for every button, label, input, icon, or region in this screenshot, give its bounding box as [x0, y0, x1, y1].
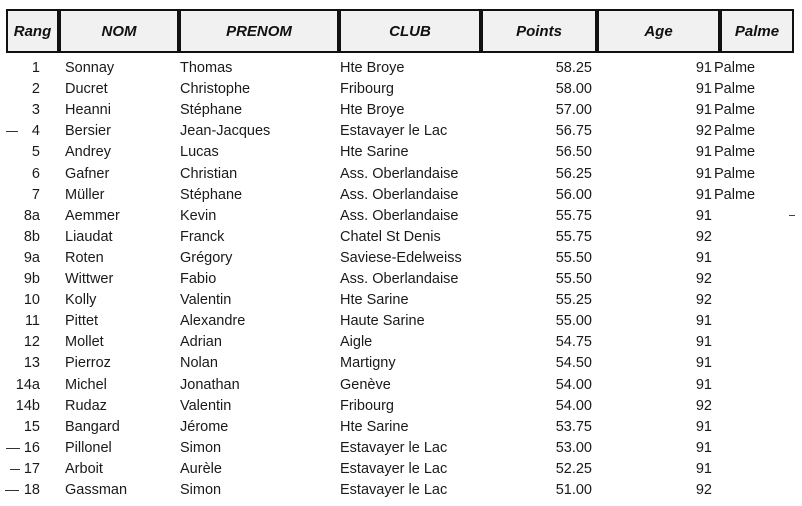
cell-nom: Arboit — [65, 460, 103, 477]
cell-rang: 14a — [15, 376, 40, 393]
cell-age: 92 — [695, 123, 712, 140]
cell-prenom: Valentin — [180, 292, 232, 309]
cell-rang: 11 — [24, 313, 40, 330]
cell-prenom: Lucas — [180, 144, 219, 161]
table-row — [0, 185, 802, 206]
cell-club: Ass. Oberlandaise — [340, 165, 459, 182]
cell-palme: Palme — [714, 186, 756, 203]
cell-prenom: Aurèle — [180, 460, 222, 477]
cell-age: 91 — [695, 460, 712, 477]
cell-prenom: Stéphane — [180, 102, 243, 119]
cell-points: 56.00 — [555, 186, 592, 203]
cell-points: 56.75 — [555, 123, 592, 140]
cell-nom: Aemmer — [65, 207, 120, 224]
cell-club: Hte Sarine — [340, 292, 409, 309]
cell-palme: Palme — [714, 123, 756, 140]
cell-club: Estavayer le Lac — [340, 123, 448, 140]
cell-prenom: Christophe — [180, 81, 251, 98]
cell-rang: 7 — [31, 186, 40, 203]
cell-age: 92 — [695, 397, 712, 414]
cell-nom: Wittwer — [65, 271, 114, 287]
cell-age: 91 — [695, 207, 712, 224]
cell-nom: Bangard — [65, 418, 120, 435]
cell-age: 92 — [695, 228, 712, 245]
cell-age: 91 — [695, 439, 712, 456]
cell-club: Martigny — [340, 355, 396, 372]
cell-nom: Kolly — [65, 292, 97, 309]
cell-prenom: Stéphane — [180, 186, 243, 203]
table-row — [0, 311, 802, 332]
table-row — [0, 227, 802, 248]
cell-club: Estavayer le Lac — [340, 482, 448, 498]
cell-age: 92 — [695, 292, 712, 309]
header-nom: NOM — [59, 9, 179, 53]
table-header — [0, 0, 802, 62]
cell-points: 58.00 — [555, 81, 592, 98]
cell-nom: Heanni — [65, 102, 111, 119]
cell-points: 52.25 — [555, 460, 592, 477]
cell-age: 91 — [695, 165, 712, 182]
cell-nom: Gassman — [65, 482, 128, 498]
cell-age: 91 — [695, 186, 712, 203]
table-row — [0, 480, 802, 501]
cell-points: 58.25 — [555, 60, 592, 76]
cell-club: Ass. Oberlandaise — [340, 271, 459, 287]
table-row — [0, 164, 802, 185]
cell-prenom: Kevin — [180, 207, 217, 224]
rank-dash-mark — [5, 490, 19, 491]
cell-age: 92 — [695, 482, 712, 498]
cell-club: Hte Broye — [340, 102, 405, 119]
rank-dash-mark — [6, 131, 18, 132]
cell-prenom: Nolan — [180, 355, 218, 372]
cell-club: Ass. Oberlandaise — [340, 186, 459, 203]
table-row — [0, 353, 802, 374]
cell-prenom: Franck — [180, 228, 225, 245]
header-age: Age — [597, 9, 720, 53]
table-row — [0, 438, 802, 459]
cell-rang: 15 — [23, 418, 40, 435]
table-row — [0, 290, 802, 311]
cell-palme: Palme — [714, 165, 756, 182]
cell-palme: Palme — [714, 102, 756, 119]
cell-age: 91 — [695, 249, 712, 266]
cell-nom: Pittet — [65, 313, 99, 330]
cell-prenom: Fabio — [180, 271, 217, 287]
cell-nom: Liaudat — [65, 228, 113, 245]
table-row — [0, 58, 802, 79]
header-rang: Rang — [6, 9, 59, 53]
cell-club: Estavayer le Lac — [340, 460, 448, 477]
cell-rang: 4 — [31, 123, 40, 140]
cell-points: 56.50 — [555, 144, 592, 161]
cell-club: Genève — [340, 376, 391, 393]
cell-age: 91 — [695, 144, 712, 161]
cell-club: Hte Sarine — [340, 144, 409, 161]
cell-points: 57.00 — [555, 102, 592, 119]
cell-club: Haute Sarine — [340, 313, 425, 330]
cell-nom: Ducret — [65, 81, 108, 98]
table-row — [0, 396, 802, 417]
cell-rang: 1 — [31, 60, 40, 76]
cell-age: 91 — [695, 102, 712, 119]
cell-points: 54.00 — [555, 376, 592, 393]
table-row — [0, 206, 802, 227]
cell-points: 53.75 — [555, 418, 592, 435]
cell-points: 55.25 — [555, 292, 592, 309]
table-row — [0, 417, 802, 438]
cell-club: Estavayer le Lac — [340, 439, 448, 456]
cell-points: 54.75 — [555, 334, 592, 351]
cell-prenom: Simon — [180, 439, 222, 456]
cell-points: 54.50 — [555, 355, 592, 372]
cell-nom: Roten — [65, 249, 104, 266]
cell-age: 91 — [695, 313, 712, 330]
cell-rang: 3 — [31, 102, 40, 119]
cell-points: 55.75 — [555, 207, 592, 224]
cell-nom: Pillonel — [65, 439, 112, 456]
table-row — [0, 375, 802, 396]
cell-nom: Mollet — [65, 334, 104, 351]
cell-points: 55.50 — [555, 271, 592, 287]
cell-age: 91 — [695, 81, 712, 98]
cell-nom: Bersier — [65, 123, 111, 140]
cell-club: Aigle — [340, 334, 373, 351]
cell-prenom: Jean-Jacques — [180, 123, 271, 140]
cell-prenom: Thomas — [180, 60, 233, 76]
cell-age: 92 — [695, 271, 712, 287]
cell-age: 91 — [695, 376, 712, 393]
cell-rang: 13 — [23, 355, 40, 372]
cell-rang: 17 — [23, 460, 40, 477]
cell-prenom: Grégory — [180, 249, 233, 266]
cell-rang: 6 — [31, 165, 40, 182]
cell-nom: Müller — [65, 186, 105, 203]
cell-rang: 9a — [23, 249, 40, 266]
cell-prenom: Alexandre — [180, 313, 246, 330]
cell-age: 91 — [695, 334, 712, 351]
cell-points: 55.75 — [555, 228, 592, 245]
table-row — [0, 100, 802, 121]
cell-age: 91 — [695, 355, 712, 372]
cell-palme: Palme — [714, 60, 756, 76]
cell-club: Hte Sarine — [340, 418, 409, 435]
margin-mark — [789, 215, 795, 216]
cell-club: Chatel St Denis — [340, 228, 441, 245]
cell-club: Fribourg — [340, 81, 394, 98]
cell-age: 91 — [695, 418, 712, 435]
cell-rang: 8b — [23, 228, 40, 245]
cell-prenom: Jérome — [180, 418, 229, 435]
cell-club: Saviese-Edelweiss — [340, 249, 462, 266]
cell-nom: Sonnay — [65, 60, 115, 76]
cell-rang: 14b — [15, 397, 40, 414]
cell-nom: Pierroz — [65, 355, 111, 372]
table-row — [0, 79, 802, 100]
cell-rang: 12 — [23, 334, 40, 351]
header-palme: Palme — [720, 9, 794, 53]
header-club: CLUB — [339, 9, 481, 53]
cell-prenom: Jonathan — [180, 376, 240, 393]
cell-points: 53.00 — [555, 439, 592, 456]
rank-dash-mark — [6, 448, 20, 449]
table-row — [0, 121, 802, 142]
cell-club: Fribourg — [340, 397, 394, 414]
cell-points: 51.00 — [555, 482, 592, 498]
cell-nom: Gafner — [65, 165, 110, 182]
cell-nom: Andrey — [65, 144, 111, 161]
cell-prenom: Adrian — [180, 334, 222, 351]
cell-rang: 9b — [23, 271, 40, 287]
cell-points: 55.50 — [555, 249, 592, 266]
cell-points: 54.00 — [555, 397, 592, 414]
cell-prenom: Valentin — [180, 397, 232, 414]
cell-age: 91 — [695, 60, 712, 76]
table-row — [0, 248, 802, 269]
table-row — [0, 332, 802, 353]
cell-rang: 2 — [31, 81, 40, 98]
cell-nom: Michel — [65, 376, 107, 393]
cell-prenom: Christian — [180, 165, 238, 182]
table-row — [0, 142, 802, 163]
header-points: Points — [481, 9, 597, 53]
cell-rang: 18 — [23, 482, 40, 498]
cell-club: Ass. Oberlandaise — [340, 207, 459, 224]
cell-rang: 5 — [31, 144, 40, 161]
cell-rang: 16 — [23, 439, 40, 456]
cell-palme: Palme — [714, 144, 756, 161]
header-prenom: PRENOM — [179, 9, 339, 53]
cell-prenom: Simon — [180, 482, 222, 498]
cell-rang: 10 — [23, 292, 40, 309]
cell-club: Hte Broye — [340, 60, 405, 76]
table-row — [0, 459, 802, 480]
table-row — [0, 269, 802, 290]
cell-points: 56.25 — [555, 165, 592, 182]
cell-rang: 8a — [23, 207, 40, 224]
cell-points: 55.00 — [555, 313, 592, 330]
rank-dash-mark — [10, 469, 20, 470]
cell-nom: Rudaz — [65, 397, 107, 414]
cell-palme: Palme — [714, 81, 756, 98]
